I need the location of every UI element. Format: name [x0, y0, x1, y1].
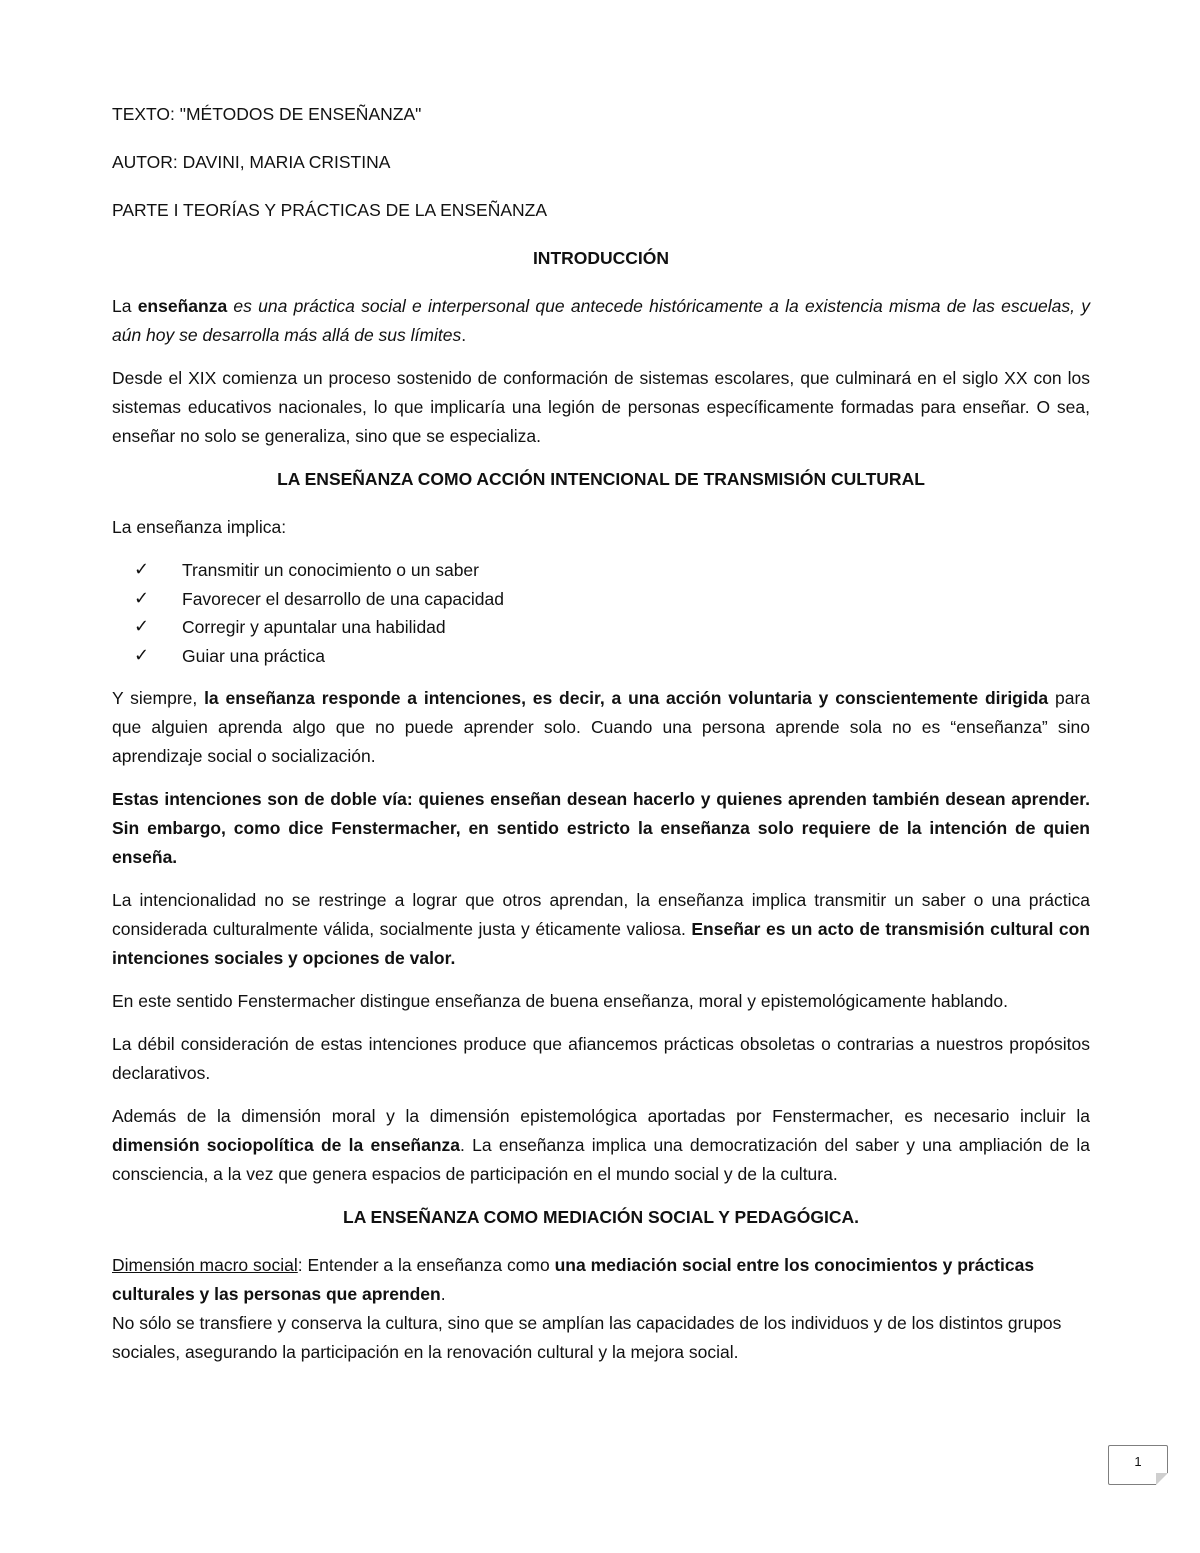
page-number-box — [1108, 1445, 1168, 1485]
paragraph-intenciones — [112, 684, 1090, 771]
header-autor: AUTOR: DAVINI, MARIA CRISTINA — [112, 152, 391, 172]
text-run-bold: Estas intenciones son de doble vía: quienes enseñan desean hacerlo y quienes aprenden también desean aprender. Sin embargo, como dice Fenstermacher, en sentido estricto la enseñanza solo requiere de la intención de quien enseña. — [112, 789, 1090, 867]
paragraph-implica — [112, 513, 1090, 542]
paragraph-intro-2 — [112, 364, 1090, 451]
paragraph-intro-1 — [112, 292, 1090, 350]
paragraph-macro-social — [112, 1251, 1090, 1309]
page-number: 1 — [1134, 1454, 1142, 1469]
text-run: La enseñanza implica: — [112, 517, 287, 537]
text-run: Y siempre, — [112, 688, 205, 708]
section-title-mediacion-social: LA ENSEÑANZA COMO MEDIACIÓN SOCIAL Y PEDAGÓGICA. — [343, 1207, 859, 1227]
text-run-bold: Enseñar es un acto de transmisión cultural con intenciones sociales y opciones de valor. — [112, 919, 1090, 968]
text-run: La débil consideración de estas intenciones produce que afiancemos prácticas obsoletas o contrarias a nuestros propósitos declarativos. — [112, 1034, 1090, 1083]
page-fold-icon — [1156, 1473, 1168, 1485]
paragraph-debil-consideracion — [112, 1030, 1090, 1088]
section-title-accion-intencional: LA ENSEÑANZA COMO ACCIÓN INTENCIONAL DE TRANSMISIÓN CULTURAL — [277, 469, 925, 489]
paragraph-doble-via — [112, 785, 1090, 872]
text-run-italic: es una práctica social e interpersonal que antecede históricamente a la existencia misma de las escuelas, y aún hoy se desarrolla más allá de sus límites — [112, 296, 1090, 345]
paragraph-intencionalidad — [112, 886, 1090, 973]
check-icon: ✓ — [134, 616, 150, 637]
paragraph-transfiere-cultura — [112, 1309, 1090, 1367]
text-run: : Entender a la enseñanza como — [297, 1255, 555, 1275]
list-item — [134, 613, 1090, 642]
text-run: La — [112, 296, 138, 316]
text-run: La intencionalidad no se restringe a lograr que otros aprendan, la enseñanza implica transmitir un saber o una práctica considerada culturalmente válida, socialmente justa y éticamente valiosa. — [112, 890, 1090, 939]
text-run-underline: Dimensión macro social — [112, 1255, 298, 1275]
paragraph-fenstermacher — [112, 987, 1090, 1016]
text-run: Además de la dimensión moral y la dimensión epistemológica aportadas por Fenstermacher, es necesario incluir la — [112, 1106, 1090, 1126]
list-item-text: Corregir y apuntalar una habilidad — [182, 617, 446, 637]
text-run: . — [461, 325, 467, 345]
check-list — [112, 556, 1090, 670]
text-run: No sólo se transfiere y conserva la cultura, sino que se amplían las capacidades de los individuos y de los distintos grupos sociales, asegurando la participación en la renovación cultural y la mejora social. — [112, 1313, 1062, 1362]
text-run-bold: enseñanza — [137, 296, 228, 316]
list-item — [134, 642, 1090, 671]
text-run: . La enseñanza implica una democratización del saber y una ampliación de la consciencia, a la vez que genera espacios de participación en el mundo social y de la cultura. — [112, 1135, 1090, 1184]
document-page — [112, 100, 1090, 1381]
paragraph-dimension-sociopolitica — [112, 1102, 1090, 1189]
text-run: para que alguien aprenda algo que no puede aprender solo. Cuando una persona aprende sola no es “enseñanza” sino aprendizaje social o socialización. — [112, 688, 1090, 766]
text-run: Desde el XIX comienza un proceso sostenido de conformación de sistemas escolares, que culminará en el siglo XX con los sistemas educativos nacionales, lo que implicaría una legión de personas específicamente formadas para enseñar. O sea, enseñar no solo se generaliza, sino que se especializa. — [112, 368, 1090, 446]
header-parte: PARTE I TEORÍAS Y PRÁCTICAS DE LA ENSEÑANZA — [112, 200, 548, 220]
check-icon: ✓ — [134, 587, 150, 609]
text-run: En este sentido Fenstermacher distingue enseñanza de buena enseñanza, moral y epistemológicamente hablando. — [112, 991, 1008, 1011]
check-icon: ✓ — [134, 644, 150, 666]
text-run-bold: una mediación social entre los conocimientos y prácticas culturales y las personas que aprenden — [112, 1255, 1035, 1304]
text-run: . — [440, 1284, 446, 1304]
list-item — [134, 585, 1090, 614]
list-item-text: Transmitir un conocimiento o un saber — [182, 560, 479, 580]
list-item-text: Favorecer el desarrollo de una capacidad — [182, 588, 504, 609]
text-run-bold: dimensión sociopolítica de la enseñanza — [112, 1135, 461, 1155]
check-icon: ✓ — [134, 559, 150, 580]
list-item — [134, 556, 1090, 585]
header-texto: TEXTO: "MÉTODOS DE ENSEÑANZA" — [112, 104, 422, 124]
section-title-introduccion: INTRODUCCIÓN — [532, 248, 670, 268]
list-item-text: Guiar una práctica — [182, 645, 325, 666]
text-run-bold: la enseñanza responde a intenciones, es decir, a una acción voluntaria y conscientemente dirigida — [204, 688, 1049, 708]
